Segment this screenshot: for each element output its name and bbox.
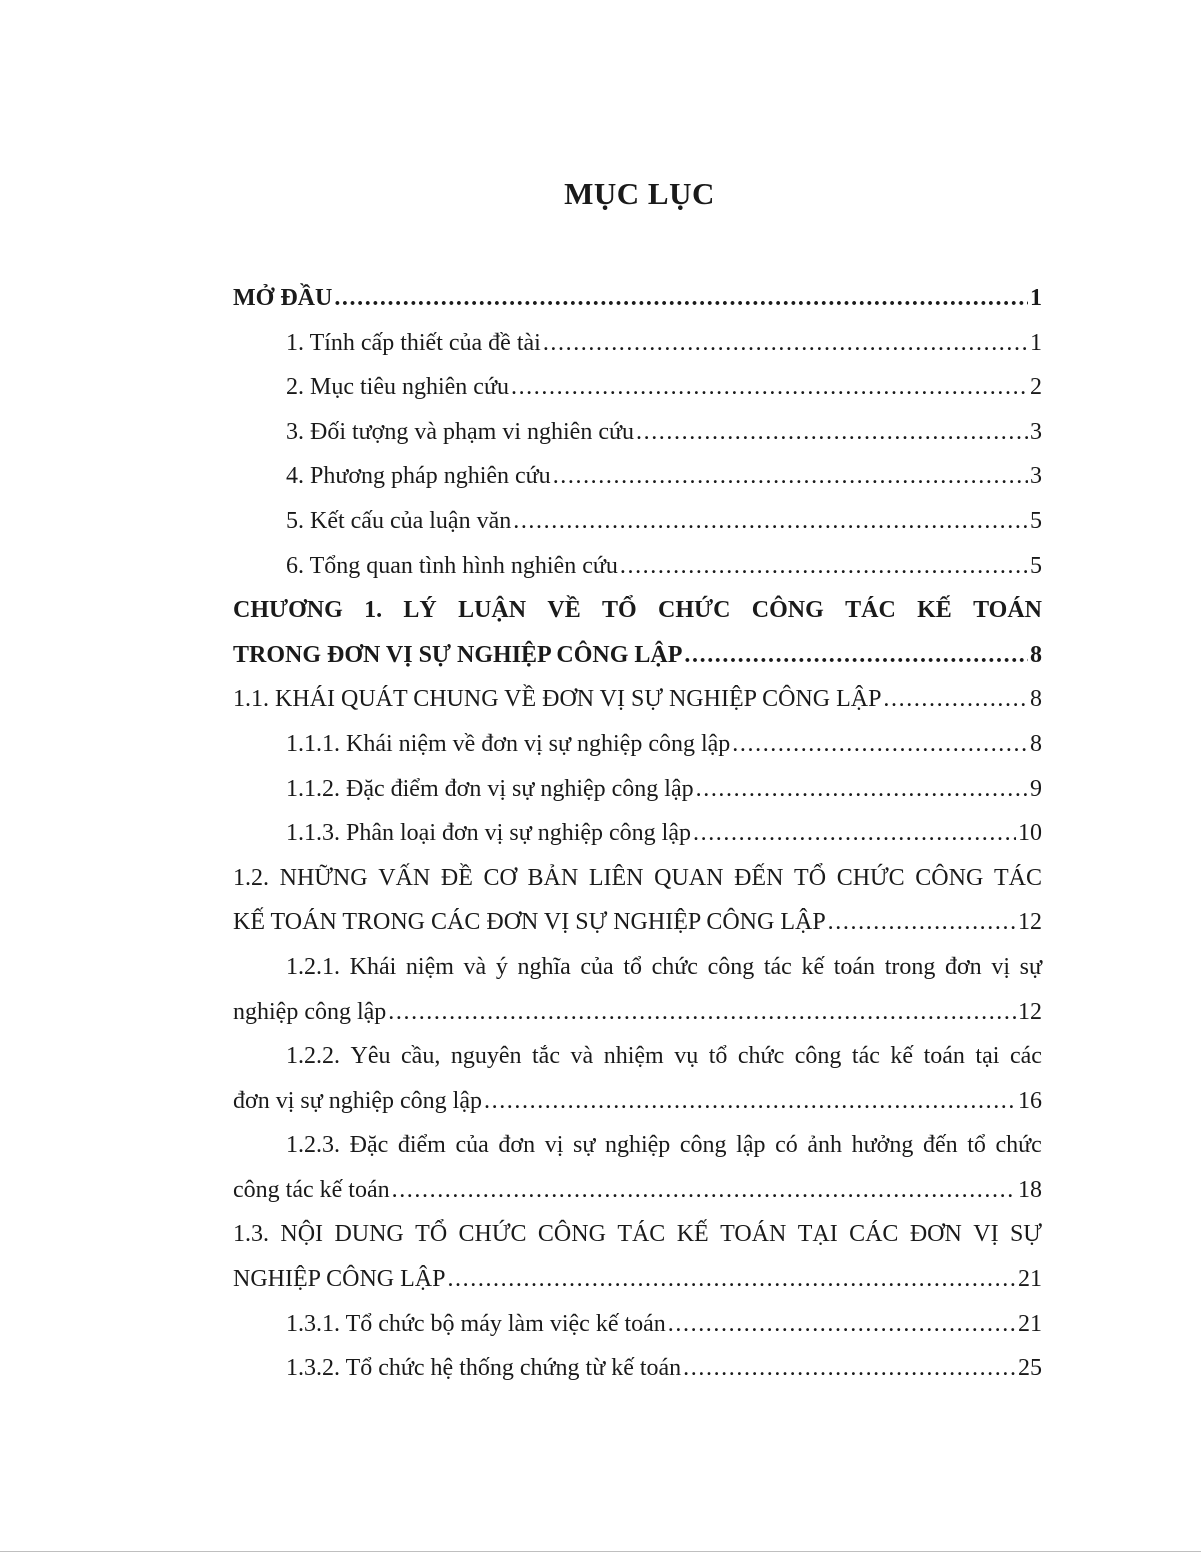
toc-word: hưởng — [851, 1132, 914, 1159]
toc-word: 1.2. — [233, 864, 269, 891]
toc-page-number: 9 — [1030, 775, 1042, 802]
toc-word: đơn — [498, 1132, 536, 1159]
toc-entry[interactable] — [233, 811, 1042, 856]
toc-entry[interactable] — [233, 365, 1042, 410]
dot-leader — [693, 811, 1016, 856]
toc-word: tại — [975, 1043, 1000, 1070]
toc-entry-text: 1. Tính cấp thiết của đề tài — [286, 329, 541, 356]
dot-leader — [513, 499, 1028, 544]
toc-word: trong — [884, 953, 936, 980]
toc-word: tắc — [532, 1043, 560, 1070]
toc-entry-1-2-2-line1[interactable] — [233, 1034, 1042, 1079]
toc-page-number: 16 — [1018, 1087, 1042, 1114]
toc-word: TÁC — [617, 1221, 666, 1248]
dot-leader — [636, 410, 1028, 455]
dot-leader — [511, 365, 1028, 410]
toc-page-number: 10 — [1018, 820, 1042, 847]
toc-entry-text: 1.1. KHÁI QUÁT CHUNG VỀ ĐƠN VỊ SỰ NGHIỆP CÔNG LẬP — [233, 686, 882, 713]
dot-leader — [388, 990, 1016, 1035]
toc-page-number: 25 — [1018, 1355, 1042, 1382]
toc-word: và — [570, 1043, 594, 1070]
toc-chapter-1-line2[interactable] — [233, 633, 1042, 678]
toc-word: KẾ — [676, 1221, 709, 1248]
toc-word: NHỮNG — [279, 864, 368, 891]
toc-section-1-1[interactable] — [233, 677, 1042, 722]
toc-word: LUẬN — [458, 597, 527, 624]
toc-word: TOÁN — [720, 1221, 787, 1248]
toc-word: CÔNG — [537, 1221, 606, 1248]
toc-entry-text: 2. Mục tiêu nghiên cứu — [286, 374, 509, 401]
toc-entry[interactable] — [233, 767, 1042, 812]
toc-entry-1-2-1-line2[interactable] — [233, 990, 1042, 1035]
toc-section-1-2-line1[interactable] — [233, 856, 1042, 901]
toc-word: 1.2.1. — [286, 953, 340, 980]
toc-word: của — [580, 953, 614, 980]
toc-entry[interactable] — [233, 321, 1042, 366]
dot-leader — [828, 900, 1016, 945]
toc-word: vụ — [674, 1043, 699, 1070]
toc-word: CHƯƠNG — [233, 597, 343, 624]
dot-leader — [620, 544, 1028, 589]
toc-word: TẠI — [797, 1221, 838, 1248]
toc-entry-text: 6. Tổng quan tình hình nghiên cứu — [286, 552, 618, 579]
toc-entry-text: công tác kế toán — [233, 1176, 390, 1203]
dot-leader — [683, 1346, 1016, 1391]
toc-word: DUNG — [334, 1221, 404, 1248]
toc-entry[interactable] — [233, 1302, 1042, 1347]
toc-word: chức — [651, 953, 698, 980]
dot-leader — [392, 1168, 1016, 1213]
toc-word: và — [463, 953, 487, 980]
toc-entry-text: KẾ TOÁN TRONG CÁC ĐƠN VỊ SỰ NGHIỆP CÔNG LẬP — [233, 909, 826, 936]
toc-word: TỔ — [794, 864, 827, 891]
dot-leader — [543, 321, 1028, 366]
toc-page-number: 21 — [1018, 1310, 1042, 1337]
toc-entry-text: đơn vị sự nghiệp công lập — [233, 1087, 482, 1114]
toc-word: CÁC — [849, 1221, 899, 1248]
toc-word: ảnh — [807, 1132, 843, 1159]
toc-page-number: 8 — [1030, 686, 1042, 713]
toc-word: QUAN — [654, 864, 724, 891]
toc-page-number: 5 — [1030, 552, 1042, 579]
toc-entry[interactable] — [233, 410, 1042, 455]
toc-word: ĐẾN — [734, 864, 784, 891]
toc-page-number: 12 — [1018, 909, 1042, 936]
toc-word: tác — [763, 953, 792, 980]
toc-word: CHỨC — [836, 864, 905, 891]
dot-leader — [732, 722, 1028, 767]
toc-section-1-3-line1[interactable] — [233, 1212, 1042, 1257]
toc-page-number: 3 — [1030, 418, 1042, 445]
toc-word: 1.2.3. — [286, 1132, 340, 1159]
toc-word: VỀ — [547, 597, 581, 624]
toc-word: KẾ — [917, 597, 952, 624]
toc-word: VẤN — [378, 864, 431, 891]
toc-word: công — [794, 1043, 842, 1070]
toc-word: kế — [890, 1043, 914, 1070]
dot-leader — [334, 276, 1028, 321]
toc-word: tổ — [708, 1043, 728, 1070]
toc-word: nhiệm — [603, 1043, 664, 1070]
toc-word: chức — [737, 1043, 785, 1070]
toc-word: 1.3. — [233, 1221, 269, 1248]
toc-page-number: 1 — [1030, 285, 1042, 311]
toc-word: Đặc — [349, 1132, 389, 1159]
toc-word: nghĩa — [517, 953, 571, 980]
toc-entry-text: 4. Phương pháp nghiên cứu — [286, 463, 551, 490]
toc-word: các — [1009, 1043, 1042, 1070]
toc-word: Yêu — [350, 1043, 391, 1070]
toc-chapter-1-line1[interactable] — [233, 588, 1042, 633]
toc-section-1-2-line2[interactable] — [233, 900, 1042, 945]
toc-section-1-3-line2[interactable] — [233, 1257, 1042, 1302]
toc-word: lập — [736, 1132, 766, 1159]
toc-entry-text: 3. Đối tượng và phạm vi nghiên cứu — [286, 418, 634, 445]
toc-word: TỔ — [602, 597, 637, 624]
toc-word: TÁC — [993, 864, 1042, 891]
toc-word: vị — [991, 953, 1010, 980]
toc-entry-text: NGHIỆP CÔNG LẬP — [233, 1266, 446, 1293]
toc-page-number: 18 — [1018, 1176, 1042, 1203]
toc-page-number: 1 — [1030, 329, 1042, 356]
toc-word: CHỨC — [658, 597, 731, 624]
dot-leader — [668, 1302, 1016, 1347]
toc-word: Khái — [349, 953, 397, 980]
table-of-contents — [233, 276, 1042, 1391]
toc-entry-text: 1.1.3. Phân loại đơn vị sự nghiệp công lập — [286, 820, 691, 847]
toc-word: kế — [801, 953, 825, 980]
dot-leader — [553, 454, 1028, 499]
toc-word: TỔ — [415, 1221, 448, 1248]
toc-entry-text: MỞ ĐẦU — [233, 285, 333, 311]
toc-word: toán — [833, 953, 876, 980]
toc-word: sự — [572, 1132, 596, 1159]
toc-word: công — [707, 953, 755, 980]
toc-page-number: 2 — [1030, 374, 1042, 401]
dot-leader — [696, 767, 1028, 812]
toc-word: VỊ — [973, 1221, 999, 1248]
toc-word: công — [679, 1132, 727, 1159]
toc-page-number: 5 — [1030, 507, 1042, 534]
toc-entry-text: 1.1.2. Đặc điểm đơn vị sự nghiệp công lập — [286, 775, 694, 802]
toc-page-number: 8 — [1030, 641, 1042, 668]
toc-page-number: 21 — [1018, 1266, 1042, 1293]
toc-word: toán — [923, 1043, 965, 1070]
toc-word: BẢN — [527, 864, 579, 891]
dot-leader — [447, 1257, 1016, 1302]
dot-leader — [484, 1079, 1016, 1124]
toc-word: 1. — [364, 597, 383, 624]
toc-word: niệm — [405, 953, 454, 980]
toc-word: SỰ — [1009, 1221, 1042, 1248]
toc-word: TÁC — [845, 597, 896, 624]
toc-page-number: 8 — [1030, 730, 1042, 757]
toc-word: nghiệp — [604, 1132, 671, 1159]
toc-word: LIÊN — [588, 864, 644, 891]
toc-word: CƠ — [483, 864, 517, 891]
toc-word: 1.2.2. — [286, 1043, 340, 1070]
toc-word: tổ — [623, 953, 642, 980]
toc-entry-1-2-1-line1[interactable] — [233, 945, 1042, 990]
toc-entry[interactable] — [233, 1346, 1042, 1391]
toc-word: đến — [922, 1132, 958, 1159]
toc-entry-text: 5. Kết cấu của luận văn — [286, 507, 512, 534]
toc-word: CHỨC — [458, 1221, 527, 1248]
toc-entry-text: 1.3.2. Tổ chức hệ thống chứng từ kế toán — [286, 1355, 682, 1382]
toc-page-number: 12 — [1018, 998, 1042, 1025]
toc-entry-text: TRONG ĐƠN VỊ SỰ NGHIỆP CÔNG LẬP — [233, 641, 683, 668]
toc-word: CÔNG — [751, 597, 824, 624]
toc-word: đơn — [944, 953, 982, 980]
toc-word: CÔNG — [915, 864, 984, 891]
toc-entry-1-2-3-line1[interactable] — [233, 1123, 1042, 1168]
toc-word: nguyên — [450, 1043, 522, 1070]
toc-word: vị — [544, 1132, 564, 1159]
toc-entry-text: 1.3.1. Tổ chức bộ máy làm việc kế toán — [286, 1310, 666, 1337]
page-title: MỤC LỤC — [564, 176, 715, 211]
toc-entry-1-2-3-line2[interactable] — [233, 1168, 1042, 1213]
dot-leader — [883, 677, 1028, 722]
toc-word: tác — [851, 1043, 880, 1070]
toc-entry[interactable] — [233, 544, 1042, 589]
page-bottom-edge — [0, 1551, 1201, 1552]
toc-word: ĐỀ — [440, 864, 473, 891]
toc-word: có — [775, 1132, 798, 1159]
toc-entry-text: 1.1.1. Khái niệm về đơn vị sự nghiệp công lập — [286, 730, 731, 757]
toc-word: NỘI — [280, 1221, 324, 1248]
toc-word: tổ — [967, 1132, 986, 1159]
toc-entry[interactable] — [233, 499, 1042, 544]
toc-entry-1-2-2-line2[interactable] — [233, 1079, 1042, 1124]
toc-word: ý — [495, 953, 508, 980]
toc-entry-text: nghiệp công lập — [233, 998, 387, 1025]
toc-word: chức — [995, 1132, 1042, 1159]
toc-entry-mo-dau[interactable] — [233, 276, 1042, 321]
toc-word: cầu, — [401, 1043, 441, 1070]
toc-word: điểm — [397, 1132, 446, 1159]
toc-word: ĐƠN — [909, 1221, 962, 1248]
toc-entry[interactable] — [233, 722, 1042, 767]
toc-word: của — [455, 1132, 489, 1159]
toc-word: TOÁN — [973, 597, 1042, 624]
toc-entry[interactable] — [233, 454, 1042, 499]
toc-page-number: 3 — [1030, 463, 1042, 490]
dot-leader — [684, 633, 1028, 678]
toc-word: sự — [1019, 953, 1042, 980]
toc-word: LÝ — [403, 597, 437, 624]
